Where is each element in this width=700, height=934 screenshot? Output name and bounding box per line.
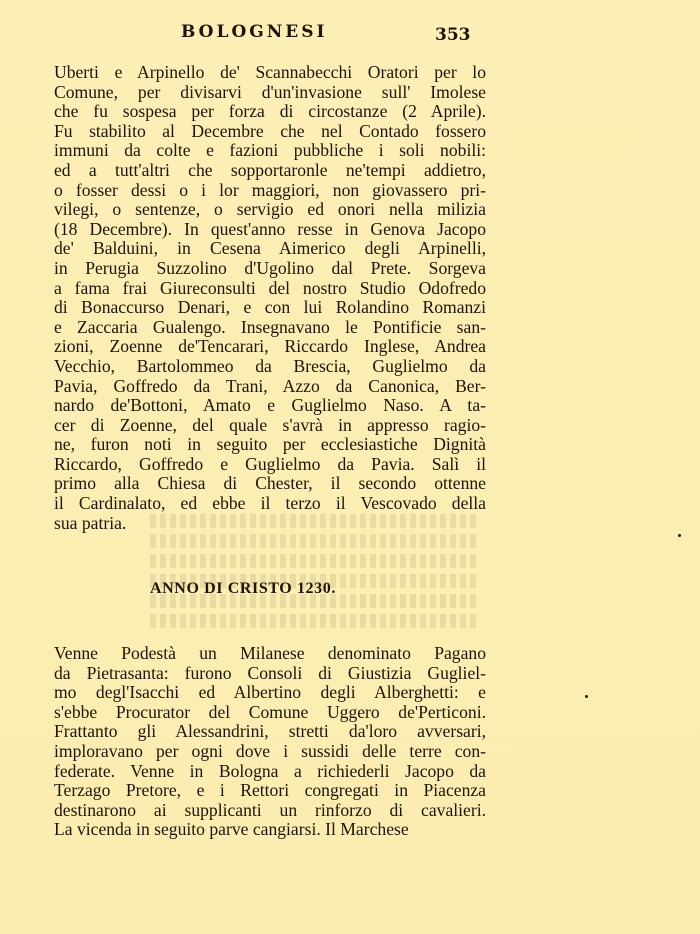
- text-line: destinarono ai supplicanti un rinforzo di cavalieri.: [54, 799, 486, 820]
- text-line: Terzago Pretore, e i Rettori congregati in Piacenza: [54, 780, 486, 801]
- text-line: Venne Podestà un Milanese denominato Pagano: [54, 643, 486, 663]
- text-line: Frattanto gli Alessandrini, stretti da'loro avversari,: [54, 721, 486, 742]
- running-header: [0, 22, 700, 52]
- paper-speck: [678, 534, 681, 537]
- text-line: ne, furon noti in seguito per ecclesiastiche Dignità: [54, 434, 486, 455]
- text-line: di Bonaccurso Denari, e con lui Rolandino Romanzi: [54, 297, 486, 318]
- text-line: primo alla Chiesa di Chester, il secondo ottenne: [54, 473, 486, 494]
- text-line: s'ebbe Procurator del Comune Uggero de'Perticoni.: [54, 701, 486, 722]
- text-line: ed a tutt'altri che sopportaronle ne'tempi addietro,: [54, 159, 486, 180]
- text-line: cer di Zoenne, del quale s'avrà in appresso ragio-: [54, 414, 486, 435]
- running-title: BOLOGNESI: [181, 22, 328, 42]
- paragraph-2: [54, 644, 486, 840]
- text-line: a fama frai Giureconsulti del nostro Studio Odofredo: [54, 277, 486, 298]
- text-line: il Cardinalato, ed ebbe il terzo il Vescovado della: [54, 493, 486, 514]
- text-line: (18 Decembre). In quest'anno resse in Genova Jacopo: [54, 218, 486, 239]
- paragraph-1: [54, 63, 486, 533]
- paper-speck: [585, 695, 588, 698]
- text-line: vilegi, o sentenze, o servigio ed onori nella milizia: [54, 199, 486, 220]
- text-line: de' Balduini, in Cesena Aimerico degli Arpinelli,: [54, 238, 486, 259]
- text-line: Pavia, Goffredo da Trani, Azzo da Canonica, Ber-: [54, 375, 486, 396]
- text-line: sua patria.: [54, 512, 127, 533]
- text-line: Riccardo, Goffredo e Guglielmo da Pavia. Salì il: [54, 453, 486, 474]
- text-line: Fu stabilito al Decembre che nel Contado fossero: [54, 120, 486, 141]
- text-line: nardo de'Bottoni, Amato e Guglielmo Naso. A ta-: [54, 395, 486, 416]
- page-number: 353: [435, 25, 471, 45]
- text-line: in Perugia Suzzolino d'Ugolino dal Prete. Sorgeva: [54, 257, 486, 278]
- text-line: Vecchio, Bartolommeo da Brescia, Guglielmo da: [54, 355, 486, 376]
- text-line: federate. Venne in Bologna a richiederli Jacopo da: [54, 760, 486, 781]
- text-line: che fu sospesa per forza di circostanze (2 Aprile).: [54, 101, 486, 122]
- text-line: da Pietrasanta: furono Consoli di Giustizia Gugliel-: [54, 662, 486, 683]
- text-line: zioni, Zoenne de'Tencarari, Riccardo Inglese, Andrea: [54, 336, 486, 357]
- text-line: immuni da colte e fazioni pubbliche i soli nobili:: [54, 140, 486, 161]
- text-line: Uberti e Arpinello de' Scannabecchi Oratori per lo: [54, 62, 486, 82]
- text-line: Comune, per divisarvi d'un'invasione sull' Imolese: [54, 81, 486, 102]
- text-line: La vicenda in seguito parve cangiarsi. Il Marchese: [54, 819, 409, 840]
- text-line: mo degl'Isacchi ed Albertino degli Alberghetti: e: [54, 682, 486, 703]
- text-line: imploravano per ogni dove i sussidi delle terre con-: [54, 740, 486, 761]
- text-line: o fosser dessi o i lor maggiori, non giovassero pri-: [54, 179, 486, 200]
- text-line: e Zaccaria Gualengo. Insegnavano le Pontificie san-: [54, 316, 486, 337]
- section-heading: ANNO DI CRISTO 1230.: [150, 580, 336, 597]
